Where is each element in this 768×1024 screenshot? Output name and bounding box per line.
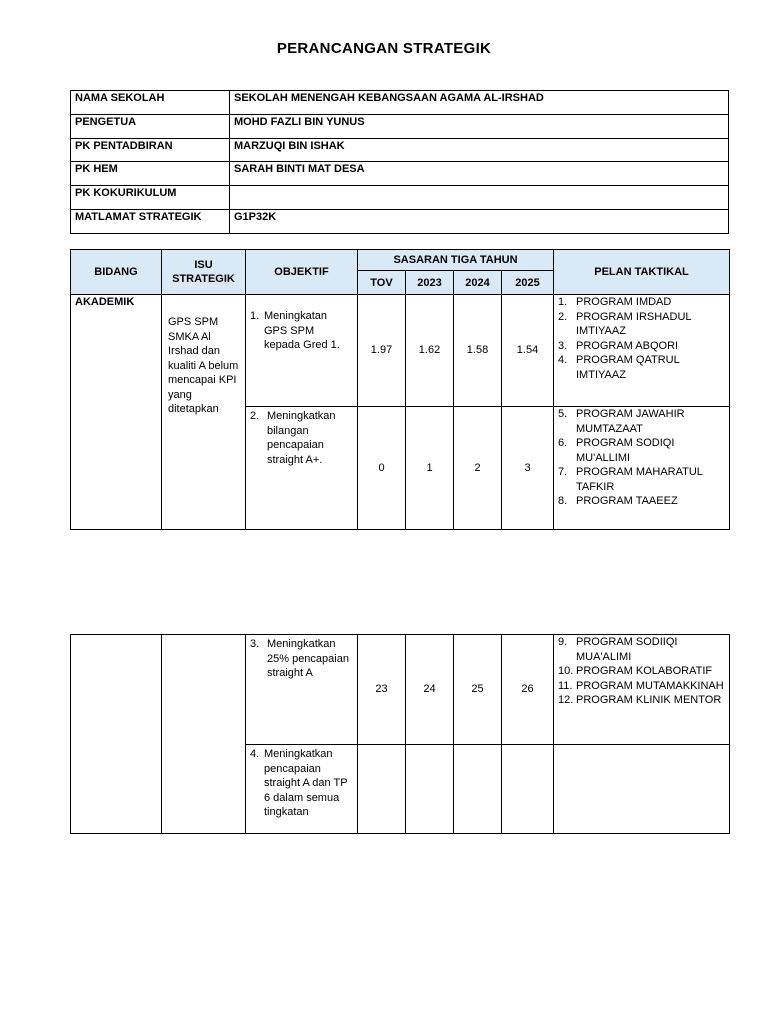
target-tov [358,745,406,834]
objective-cell [246,635,358,745]
target-tov: 23 [358,635,406,745]
list-item: 4. PROGRAM QATRUL IMTIYAAZ [558,354,680,381]
info-row [71,186,729,210]
info-value: SEKOLAH MENENGAH KEBANGSAAN AGAMA AL-IRSHAD [230,91,729,115]
target-2023 [406,745,454,834]
header-tov: TOV [358,271,406,295]
info-value [230,186,729,210]
target-2025: 26 [502,635,554,745]
info-value: MOHD FAZLI BIN YUNUS [230,114,729,138]
list-item: 8. PROGRAM TAAEEZ [558,495,678,507]
isu-strategik-cell [162,635,246,834]
header-sasaran: SASARAN TIGA TAHUN [358,250,554,271]
objective-cell [246,295,358,407]
header-pelan-taktikal: PELAN TAKTIKAL [554,250,730,295]
header-2024: 2024 [454,271,502,295]
bidang-cell [71,635,162,834]
objective-number: 2. [250,410,260,422]
list-item: 9. PROGRAM SODIIQI MUA'ALIMI [558,636,678,663]
list-item: 12. PROGRAM KLINIK MENTOR [558,694,722,706]
target-2023: 1.62 [406,295,454,407]
table-row [71,635,730,745]
objective-text: Meningkatkan pencapaian straight A dan TP 6 dalam semua tingkatan [264,748,348,818]
objective-number: 4. [250,748,260,760]
info-label: PK HEM [71,162,230,186]
plan-cell [554,745,730,834]
info-value: SARAH BINTI MAT DESA [230,162,729,186]
objective-cell [246,407,358,530]
list-item: 11. PROGRAM MUTAMAKKINAH [558,679,724,692]
info-row [71,162,729,186]
target-2023: 24 [406,635,454,745]
info-row [71,114,729,138]
school-info-table [70,90,729,234]
target-2025: 1.54 [502,295,554,407]
info-row [71,209,729,233]
header-2025: 2025 [502,271,554,295]
info-row [71,91,729,115]
header-isu-strategik: ISU STRATEGIK [162,250,246,295]
header-2023: 2023 [406,271,454,295]
objective-number: 3. [250,638,260,650]
target-tov: 1.97 [358,295,406,407]
target-tov: 0 [358,407,406,530]
plan-cell [554,635,730,745]
isu-strategik-cell: GPS SPM SMKA Al Irshad dan kualiti A belum mencapai KPI yang ditetapkan [162,295,246,530]
info-label: MATLAMAT STRATEGIK [71,209,230,233]
objective-text: Meningkatkan bilangan pencapaian straight A+. [267,410,336,466]
target-2023: 1 [406,407,454,530]
info-row [71,138,729,162]
info-value: MARZUQI BIN ISHAK [230,138,729,162]
list-item: 5. PROGRAM JAWAHIR MUMTAZAAT [558,408,685,435]
target-2024: 25 [454,635,502,745]
list-item: 3. PROGRAM ABQORI [558,339,679,352]
page-title: PERANCANGAN STRATEGIK [276,40,492,57]
target-2025 [502,745,554,834]
strategy-table [70,249,730,530]
objective-text: Meningkatan GPS SPM kepada Gred 1. [264,310,340,351]
target-2025: 3 [502,407,554,530]
table-row [71,295,730,407]
objective-number: 1. [250,310,260,322]
list-item: 7. PROGRAM MAHARATUL TAFKIR [558,466,703,493]
target-2024: 1.58 [454,295,502,407]
info-label: PK PENTADBIRAN [71,138,230,162]
info-label: PENGETUA [71,114,230,138]
list-item: 2. PROGRAM IRSHADUL IMTIYAAZ [558,310,692,337]
list-item: 1. PROGRAM IMDAD [558,296,672,308]
target-2024: 2 [454,407,502,530]
strategy-table-continued [70,634,730,834]
objective-text: Meningkatkan 25% pencapaian straight A [267,638,349,679]
plan-cell [554,295,730,407]
info-label: PK KOKURIKULUM [71,186,230,210]
header-bidang: BIDANG [71,250,162,295]
info-value: G1P32K [230,209,729,233]
list-item: 6. PROGRAM SODIQI MU'ALLIMI [558,437,675,464]
bidang-cell: AKADEMIK [71,295,162,530]
objective-cell [246,745,358,834]
header-objektif: OBJEKTIF [246,250,358,295]
plan-cell [554,407,730,530]
info-label: NAMA SEKOLAH [71,91,230,115]
list-item: 10. PROGRAM KOLABORATIF [558,665,713,677]
target-2024 [454,745,502,834]
